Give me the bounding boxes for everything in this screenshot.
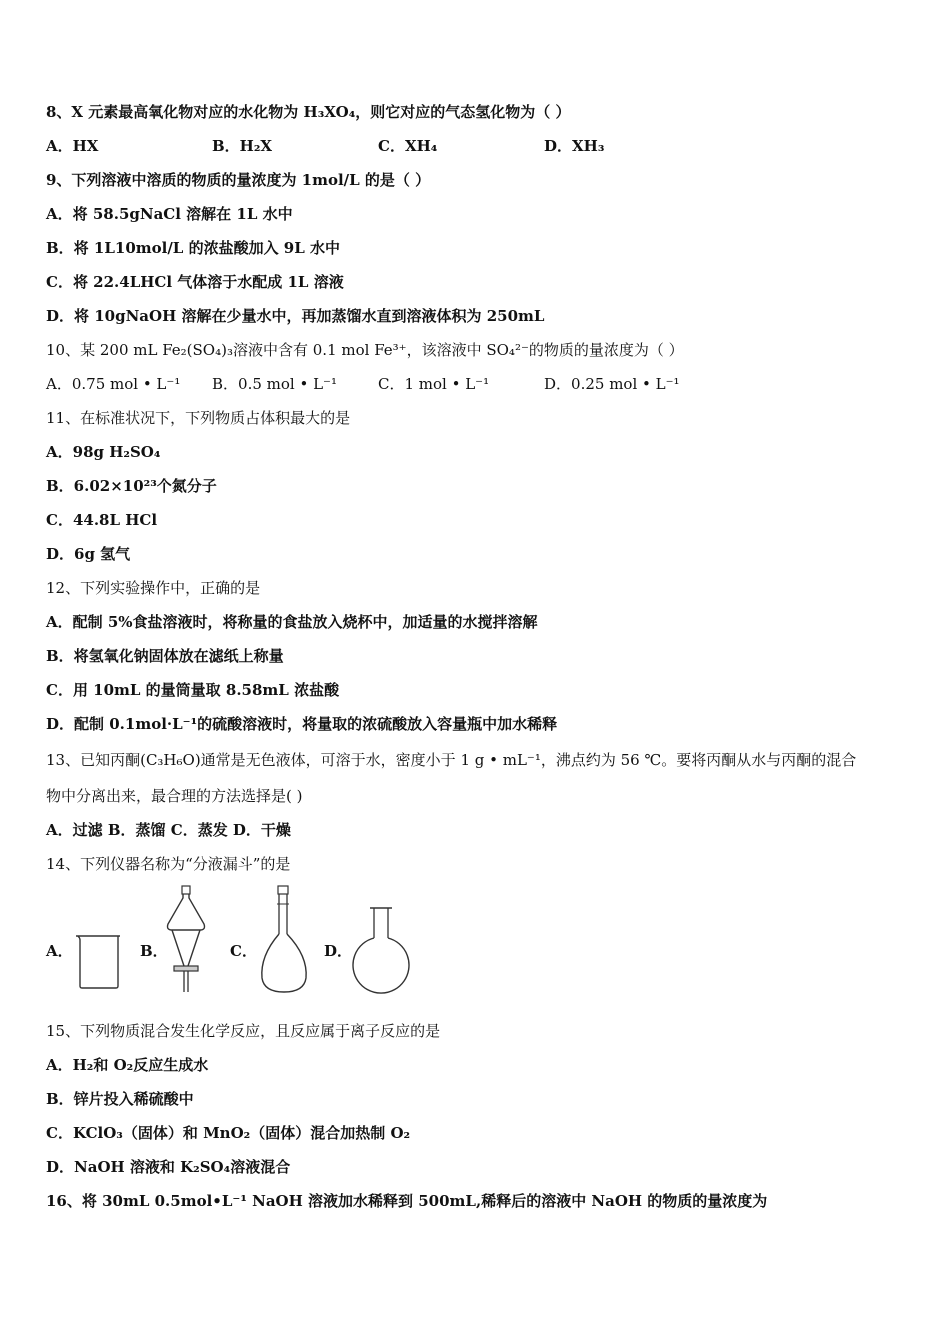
- q14-figures: [46, 884, 446, 999]
- q8-option-b: B．H₂X: [212, 137, 273, 155]
- q15-option-c: C．KClO₃（固体）和 MnO₂（固体）混合加热制 O₂: [46, 1124, 411, 1142]
- q9-option-a: A．将 58.5gNaCl 溶解在 1L 水中: [46, 205, 293, 223]
- q14-stem: 14、下列仪器名称为“分液漏斗”的是: [46, 855, 291, 873]
- q14-label-c: C．: [230, 942, 257, 960]
- q13-stem-line2: 物中分离出来，最合理的方法选择是( ): [46, 787, 303, 805]
- q14-label-d: D．: [324, 942, 353, 960]
- q14-label-b: B．: [140, 942, 168, 960]
- q10-stem: 10、某 200 mL Fe₂(SO₄)₃溶液中含有 0.1 mol Fe³⁺，该溶液中 SO₄²⁻的物质的量浓度为（ ）: [46, 341, 684, 359]
- q13-options: A．过滤 B．蒸馏 C．蒸发 D．干燥: [46, 821, 291, 839]
- q15-option-a: A．H₂和 O₂反应生成水: [46, 1056, 209, 1074]
- q10-option-d: D．0.25 mol • L⁻¹: [544, 375, 680, 393]
- q8-option-a: A．HX: [46, 137, 99, 155]
- round-bottom-flask-icon: [350, 904, 412, 996]
- q8-option-c: C．XH₄: [378, 137, 438, 155]
- q13-stem-line1: 13、已知丙酮(C₃H₆O)通常是无色液体，可溶于水，密度小于 1 g • mL⁻¹，沸点约为 56 ℃。要将丙酮从水与丙酮的混合: [46, 751, 857, 769]
- q8-stem: 8、X 元素最高氧化物对应的水化物为 H₃XO₄，则它对应的气态氢化物为（ ）: [46, 103, 571, 121]
- q12-option-c: C．用 10mL 的量筒量取 8.58mL 浓盐酸: [46, 681, 340, 699]
- q14-label-a: A．: [46, 942, 73, 960]
- q8-option-d: D．XH₃: [544, 137, 605, 155]
- q11-stem: 11、在标准状况下，下列物质占体积最大的是: [46, 409, 351, 427]
- q15-stem: 15、下列物质混合发生化学反应，且反应属于离子反应的是: [46, 1022, 441, 1040]
- q11-option-d: D．6g 氢气: [46, 545, 131, 563]
- q11-option-a: A．98g H₂SO₄: [46, 443, 161, 461]
- q15-option-d: D．NaOH 溶液和 K₂SO₄溶液混合: [46, 1158, 291, 1176]
- volumetric-flask-icon: [256, 884, 312, 996]
- q9-option-c: C．将 22.4LHCl 气体溶于水配成 1L 溶液: [46, 273, 344, 291]
- q10-option-c: C．1 mol • L⁻¹: [378, 375, 490, 393]
- q12-option-d: D．配制 0.1mol·L⁻¹的硫酸溶液时，将量取的浓硫酸放入容量瓶中加水稀释: [46, 715, 558, 733]
- q8-options: [46, 136, 604, 156]
- separatory-funnel-icon: [162, 884, 212, 996]
- q11-option-c: C．44.8L HCl: [46, 511, 158, 529]
- q12-option-b: B．将氢氧化钠固体放在滤纸上称量: [46, 647, 284, 665]
- beaker-icon: [72, 932, 124, 992]
- q9-stem: 9、下列溶液中溶质的物质的量浓度为 1mol/L 的是（ ）: [46, 171, 431, 189]
- q16-stem: 16、将 30mL 0.5mol•L⁻¹ NaOH 溶液加水稀释到 500mL,稀释后的溶液中 NaOH 的物质的量浓度为: [46, 1192, 768, 1210]
- q10-options: [46, 374, 680, 394]
- q12-stem: 12、下列实验操作中，正确的是: [46, 579, 261, 597]
- q12-option-a: A．配制 5%食盐溶液时，将称量的食盐放入烧杯中，加适量的水搅拌溶解: [46, 613, 538, 631]
- q10-option-b: B．0.5 mol • L⁻¹: [212, 375, 337, 393]
- q9-option-d: D．将 10gNaOH 溶解在少量水中，再加蒸馏水直到溶液体积为 250mL: [46, 307, 545, 325]
- q11-option-b: B．6.02×10²³个氮分子: [46, 477, 217, 495]
- q9-option-b: B．将 1L10mol/L 的浓盐酸加入 9L 水中: [46, 239, 341, 257]
- q10-option-a: A．0.75 mol • L⁻¹: [46, 375, 181, 393]
- q15-option-b: B．锌片投入稀硫酸中: [46, 1090, 194, 1108]
